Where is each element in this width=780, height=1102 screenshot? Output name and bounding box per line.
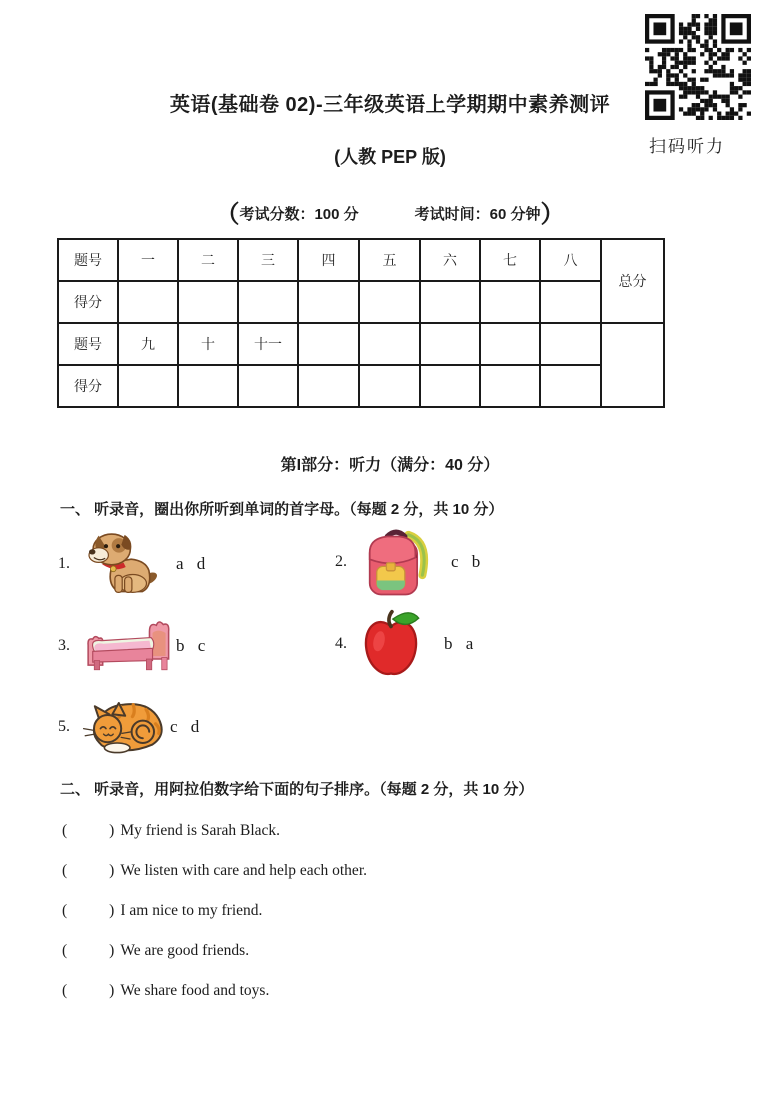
dog-image — [82, 530, 164, 598]
question-3: 3. b c — [58, 614, 205, 678]
table-row: 得分 — [58, 365, 664, 407]
page-subtitle: (人教 PEP 版) — [334, 147, 446, 167]
schoolbag-image — [359, 526, 434, 598]
cell-timohao: 题号 — [58, 239, 118, 281]
exam-time: 考试时间：60 分钟 — [414, 206, 541, 223]
section2-instruction: 二、 听录音，用阿拉伯数字给下面的句子排序。（每题 2 分，共 10 分） — [60, 781, 534, 798]
score-table — [57, 238, 665, 408]
page-title: 英语(基础卷 02)-三年级英语上学期期中素养测评 — [169, 94, 611, 116]
table-row: 题号 九 十 十一 — [58, 323, 664, 365]
question-5: 5. c d — [58, 694, 199, 760]
question-2: 2. c b — [335, 526, 480, 598]
question-4: 4. b a — [335, 608, 473, 680]
bed-image — [82, 615, 174, 677]
cell-total: 总分 — [601, 239, 664, 323]
qr-label: 扫码听力 — [649, 137, 725, 156]
part1-heading: 第I部分：听力（满分：40 分） — [280, 457, 500, 474]
order-sentence-1: ( ) My friend is Sarah Black. — [62, 822, 281, 839]
order-sentence-2: ( ) We listen with care and help each other. — [62, 862, 367, 879]
exam-info — [0, 194, 780, 229]
qr-block — [645, 14, 755, 157]
cell-total-empty — [601, 323, 664, 407]
exam-score: 考试分数：100 分 — [239, 206, 359, 223]
order-sentence-5: ( ) We share food and toys. — [62, 982, 270, 999]
paren-close: ） — [540, 201, 565, 228]
table-row: 得分 — [58, 281, 664, 323]
order-sentence-4: ( ) We are good friends. — [62, 942, 250, 959]
cat-image — [82, 695, 170, 759]
order-sentence-3: ( ) I am nice to my friend. — [62, 902, 263, 919]
table-row: 题号 一 二 三 四 五 六 七 八 总分 — [58, 239, 664, 281]
paren-open: （ — [215, 201, 240, 228]
section1-instruction: 一、 听录音，圈出你所听到单词的首字母。（每题 2 分，共 10 分） — [60, 501, 504, 518]
question-1: 1. a d — [58, 530, 205, 598]
apple-image — [359, 608, 423, 680]
